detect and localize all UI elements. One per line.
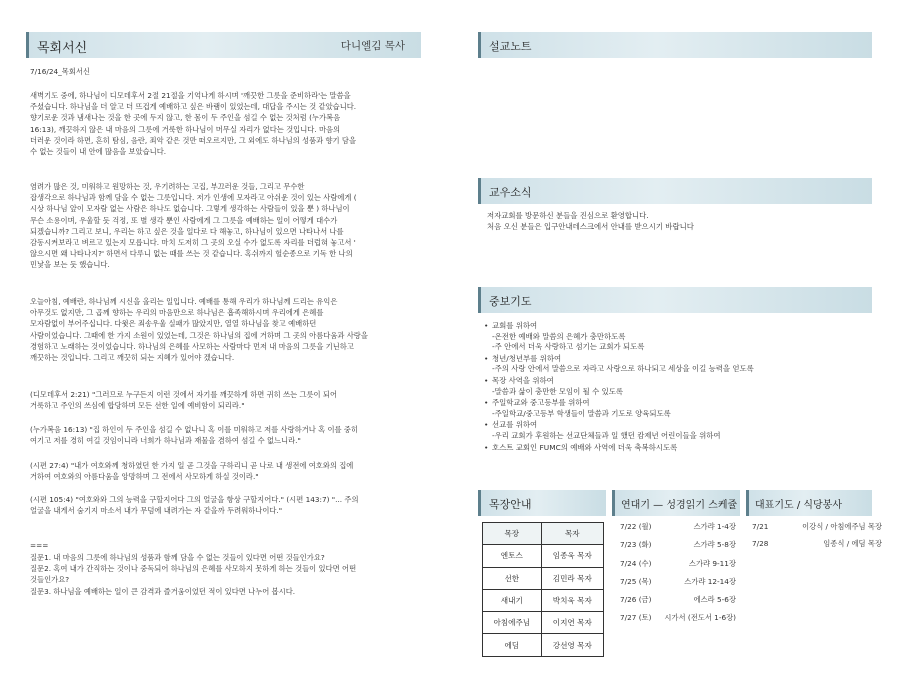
pastor-letter-author: 다니엘김 목사	[340, 40, 405, 52]
duty-assignee: 임종식 / 에딤 목장	[823, 539, 882, 548]
letter-date: 7/16/24_목회서신	[30, 67, 90, 76]
question-line: 것들인가요?	[30, 575, 70, 585]
text-line: (디모데후서 2:21) "그러므로 누구든지 이런 것에서 자기를 깨끗하게 하면 귀히 쓰는 그릇이 되어	[30, 390, 338, 399]
duty-row	[752, 539, 882, 556]
prayer-subitem: -주의 사랑 안에서 말씀으로 자라고 사랑으로 하나되고 세상을 이길 능력을 얻도록	[492, 364, 754, 374]
schedule-date: 7/26 (금)	[620, 595, 652, 605]
text-line: 감동시켜보라고 벼르고 있는지 모릅니다. 마치 도저히 그 곳의 오실 수가 없도록 자리를 더럽혀 놓고서 '	[30, 238, 356, 248]
text-line: 얼굴을 내게서 숨기지 마소서 내가 무덤에 내려가는 자 같을까 두려워하나이다."	[30, 506, 283, 516]
duty-date: 7/28	[752, 539, 769, 548]
prayer-subitem: -주일학교/중고등부 학생들이 말씀과 기도로 양육되도록	[492, 408, 671, 418]
prayer-item: • 목장 사역을 위하여	[484, 376, 754, 387]
duty-assignee: 이강식 / 아침에주님 목장	[802, 522, 882, 531]
text-line: 처음 오신 분들은 입구안내데스크에서 안내를 받으시기 바랍니다	[487, 222, 694, 232]
text-line: 수 없는 것들이 내 안에 많음을 보았습니다.	[30, 147, 167, 157]
groups-header	[478, 490, 606, 516]
discussion-questions	[30, 552, 356, 597]
text-line: (시편 105:4) "여호와와 그의 능력을 구할지어다 그의 얼굴을 항상 구할지어다." (시편 143:7) "... 주의	[30, 495, 359, 504]
schedule-reading: 에스라 5-6장	[693, 595, 736, 605]
schedule-reading: 스가랴 1-4장	[693, 522, 736, 531]
text-line: (시편 27:4) "내가 여호와께 청하였던 한 가지 일 곧 그것을 구하리니 곧 나로 내 생전에 여호와의 집에	[30, 461, 354, 470]
verse-2	[30, 424, 358, 446]
pastor-letter-header	[26, 32, 421, 58]
verse-4	[30, 494, 359, 516]
text-line: 시상 하나님 앞이 모자람 없는 사람은 하나도 없습니다. 그렇게 생각하는 사람들이 있을 뿐 ) 하나님이	[30, 204, 350, 214]
schedule-reading: 스가랴 5-8장	[693, 540, 736, 550]
text-line: 잡생각으로 하나님과 함께 담을 수 없는 그릇입니다. 저가 인생에 모자라고 아쉬운 것이 있는 사람에게 (	[30, 193, 357, 203]
sermon-notes-title: 설교노트	[489, 40, 532, 53]
text-line: 민낯을 보는 듯 했습니다.	[30, 260, 110, 270]
table-header-row	[483, 523, 604, 545]
text-line: 모자람없이 부어주십니다. 다윗은 죄송우울 실패가 많았지만, 열열 하나님을 찾고 예배하던	[30, 319, 317, 329]
sermon-notes-header	[478, 32, 872, 58]
group-name: 선한	[483, 567, 542, 589]
prayer-item: • 청년/청년부를 위하여	[484, 354, 754, 365]
schedule-row	[620, 540, 736, 558]
duty-row	[752, 522, 882, 539]
text-line: 더러운 것이라 하면, 흔히 탐심, 음란, 죄악 같은 것만 떠오르지만, 그 외에도 하나님의 성품과 향기 담을	[30, 135, 357, 145]
text-line: 향기로운 것과 냄새나는 것을 한 곳에 두지 않고, 한 몸이 두 주인을 섬길 수 없는 것처럼 (누가복음	[30, 113, 341, 123]
table-row	[483, 567, 604, 589]
verse-3	[30, 460, 353, 482]
group-name: 새내기	[483, 589, 542, 611]
letter-paragraph-3	[30, 296, 368, 363]
prayer-item: • 교회를 위하여	[484, 321, 754, 332]
letter-paragraph-1	[30, 90, 356, 157]
question-line: 질문3. 하나님을 예배하는 일이 큰 감격과 즐거움이었던 적이 있다면 나누어 봅시다.	[30, 586, 296, 596]
groups-title: 목장안내	[489, 498, 532, 511]
text-line: 주셨습니다. 하나님을 더 알고 더 뜨겁게 예배하고 싶은 바램이 있었는데, 대답을 주시는 것 같았습니다.	[30, 102, 357, 112]
duty-list	[752, 522, 882, 556]
group-leader: 강선영 목자	[541, 634, 603, 656]
group-name: 에딤	[483, 634, 542, 656]
duty-title: 대표기도 / 식당봉사	[755, 500, 843, 511]
prayer-list	[484, 320, 754, 453]
text-line: 16:13), 깨끗하지 않은 내 마음의 그릇에 거룩한 하나님이 머무실 자리가 없다는 것입니다. 마음의	[30, 124, 341, 134]
text-line: 경험하고 노래하는 것이었습니다. 하나님의 은혜를 사모하는 사람마다 먼저 내 마음의 그릇을 기닌하고	[30, 341, 354, 351]
table-row	[483, 545, 604, 567]
group-leader: 이지연 목자	[541, 612, 603, 634]
column-header: 목장	[483, 523, 542, 545]
letter-paragraph-2	[30, 181, 357, 271]
schedule-row	[620, 559, 736, 577]
text-line: 깨끗하는 것입니다. 그리고 깨끗히 되는 지혜가 있어야 겠습니다.	[30, 353, 235, 363]
prayer-item: • 선교를 위하여	[484, 420, 754, 431]
schedule-row	[620, 595, 736, 613]
group-name: 아침에주님	[483, 612, 542, 634]
text-line: 되겠습니까? 그리고 보니, 우리는 하고 싶은 것을 일다로 다 해놓고, 하나님이 있으면 나타나서 나를	[30, 226, 344, 236]
duty-header	[746, 490, 872, 516]
prayer-header	[478, 287, 872, 313]
schedule-header	[612, 490, 740, 516]
question-line: 질문1. 내 마음의 그릇에 하나님의 성품과 함께 담을 수 없는 것들이 있다면 어떤 것들인가요?	[30, 553, 325, 562]
announcements-header	[478, 178, 872, 204]
verse-1	[30, 389, 337, 411]
text-line: (누가복음 16:13) "집 하인이 두 주인을 섬길 수 없나니 혹 이를 미워하고 저를 사랑하거나 혹 이를 중히	[30, 425, 358, 434]
announcements-title: 교우소식	[489, 186, 532, 199]
groups-table	[482, 522, 604, 657]
question-line: 질문2. 혹여 내가 간직하는 것이나 중독되어 하나님의 은혜를 사모하지 못하게 하는 것들이 있다면 어떤	[30, 564, 357, 574]
text-line: 저자교회를 방문하신 분들을 진심으로 환영합니다.	[487, 211, 649, 220]
prayer-item: • 호스트 교회인 FUMC의 예배와 사역에 더욱 축복하시도록	[484, 443, 754, 454]
schedule-date: 7/22 (월)	[620, 522, 652, 531]
schedule-date: 7/25 (목)	[620, 576, 652, 586]
table-row	[483, 589, 604, 611]
text-line: 거하여 여호와의 아름다움을 앙망하며 그 전에서 사모하게 하실 것이라."	[30, 472, 259, 482]
text-line: 염려가 많은 것, 미워하고 원망하는 것, 우기려하는 고집, 부끄러운 것들, 그리고 무수한	[30, 182, 305, 191]
text-line: 사람이었습니다. 그때에 한 가지 소원이 있었는데, 그것은 하나님의 집에 거하며 그 곳의 아름다움과 사랑을	[30, 330, 368, 340]
separator: ===	[30, 541, 49, 550]
announcements-body	[487, 210, 694, 232]
prayer-subitem: -우리 교회가 후원하는 선교단체들과 일 했던 캄제년 어린이들을 위하여	[492, 430, 721, 440]
column-header: 목자	[541, 523, 603, 545]
prayer-subitem: -말씀과 삶이 충만한 모임이 될 수 있도록	[492, 386, 623, 396]
text-line: 새벽기도 중에, 하나님이 디모데후서 2절 21절을 기억나게 하시며 '깨끗한 그릇을 준비하라'는 말씀을	[30, 91, 351, 100]
text-line: 아무것도 없지만, 그 곱께 향하는 우리의 마음만으로 하나님은 흡족해하시며 우리에게 은혜를	[30, 308, 324, 318]
group-name: 엔토스	[483, 545, 542, 567]
schedule-date: 7/27 (토)	[620, 613, 652, 623]
prayer-item: • 주일학교와 중고등부를 위하여	[484, 398, 754, 409]
schedule-date: 7/24 (수)	[620, 558, 652, 568]
schedule-date: 7/23 (화)	[620, 540, 652, 550]
text-line: 않으시면 왜 나타나지?' 하면서 다루니 없는 때를 쓰는 것 같습니다. 혹쉬까지 헐순종으로 기독 한 나의	[30, 249, 353, 259]
group-leader: 김민라 목자	[541, 567, 603, 589]
group-leader: 박치욱 목자	[541, 589, 603, 611]
schedule-reading: 시가서 (전도서 1-6장)	[664, 613, 736, 623]
prayer-subitem: -온전한 예배와 말씀의 은혜가 충만하도록	[492, 331, 626, 341]
text-line: 오늘아침, 예배란, 하나님께 시신을 올리는 일입니다. 예배를 통해 우리가 하나님께 드리는 유익은	[30, 297, 338, 306]
reading-schedule	[620, 522, 736, 632]
table-row	[483, 612, 604, 634]
prayer-subitem: -주 안에서 더욱 사랑하고 섬기는 교회가 되도록	[492, 342, 645, 352]
schedule-row	[620, 522, 736, 540]
text-line: 거룩하고 주인의 쓰심에 합당하며 모든 선한 일에 예비함이 되리라."	[30, 401, 245, 411]
pastor-letter-title: 목회서신	[37, 41, 88, 56]
schedule-title: 연대기 — 성경읽기 스케쥴	[621, 500, 738, 511]
schedule-reading: 스가랴 9-11장	[688, 558, 736, 568]
duty-date: 7/21	[752, 522, 769, 531]
schedule-row	[620, 613, 736, 631]
table-row	[483, 634, 604, 656]
group-leader: 임종욱 목자	[541, 545, 603, 567]
prayer-title: 중보기도	[489, 295, 532, 308]
schedule-reading: 스가랴 12-14장	[684, 576, 736, 586]
text-line: 여기고 저를 경히 여길 것임이니라 너희가 하나님과 재물을 겸하여 섬길 수 없느니라."	[30, 436, 301, 446]
text-line: 무슨 소용이며, 우울할 듯 걱정, 또 별 생각 뿐인 사람에게 그 그릇을 예배하는 일이 어떻게 대수가	[30, 215, 338, 225]
schedule-row	[620, 577, 736, 595]
